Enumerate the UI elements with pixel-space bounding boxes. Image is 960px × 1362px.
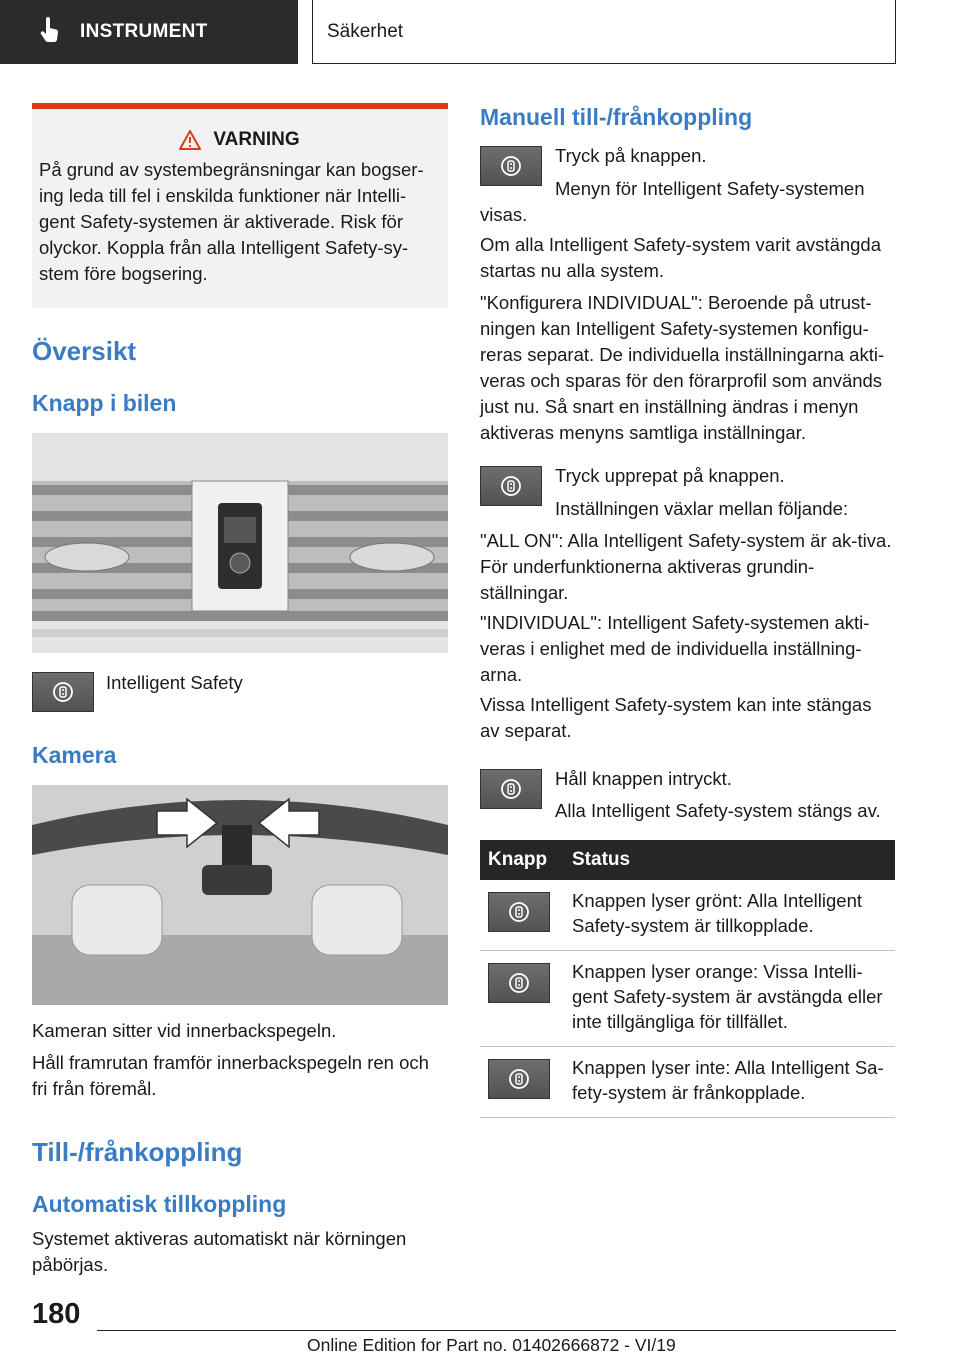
button-green-icon xyxy=(488,892,550,932)
warning-title xyxy=(39,129,440,151)
step2-text-b: Inställningen växlar mellan följande: xyxy=(555,498,849,519)
status-table xyxy=(480,840,895,1118)
button-caption: Intelligent Safety xyxy=(106,672,243,693)
warning-box xyxy=(32,103,448,308)
camera-location-text: Kameran sitter vid innerbackspegeln. xyxy=(32,1020,337,1041)
step3-text-b: Alla Intelligent Safety-system stängs av. xyxy=(555,800,881,821)
page-number: 180 xyxy=(32,1298,81,1330)
table-row xyxy=(480,880,895,951)
heading-overview: Översikt xyxy=(32,336,137,366)
heading-auto-activation: Automatisk tillkoppling xyxy=(32,1191,287,1217)
column-header-status: Status xyxy=(564,840,895,880)
button-off-icon xyxy=(488,1059,550,1099)
heading-button-in-car: Knapp i bilen xyxy=(32,390,177,416)
step3-button-icon xyxy=(480,769,542,809)
button-photo xyxy=(32,433,448,653)
camera-photo xyxy=(32,785,448,1005)
auto-activation-text: Systemet aktiveras automatiskt när körningen påbörjas. xyxy=(32,1228,407,1275)
column-header-button: Knapp xyxy=(480,840,564,880)
paragraph-configure-individual: "Konfigurera INDIVIDUAL": Beroende på utrust-ningen kan Intelligent Safety-systemen konfigu-reras separat. De individuella inställningarna akti-veras och sparas för den förarprofil som används just nu. Så snart en inställning ändras i menyn aktiveras menyns samtliga inställningar. xyxy=(480,292,885,443)
warning-title-text: VARNING xyxy=(213,129,300,150)
status-cell: Knappen lyser grönt: Alla Intelligent Safety-system är tillkopplade. xyxy=(564,880,895,951)
heading-toggle: Till-/frånkoppling xyxy=(32,1137,243,1167)
step3-text-a: Håll knappen intryckt. xyxy=(555,768,732,789)
table-header-row xyxy=(480,840,895,880)
edition-text: Online Edition for Part no. 01402666872 - VI/19 xyxy=(307,1335,676,1355)
table-row xyxy=(480,951,895,1047)
paragraph-all-on: "ALL ON": Alla Intelligent Safety-system är ak-tiva. För underfunktionerna aktiveras grundin-ställningar. xyxy=(480,530,892,603)
paragraph-individual: "INDIVIDUAL": Intelligent Safety-systemen akti-veras i enlighet med de individuella inställning-arna. xyxy=(480,612,870,685)
heading-manual-toggle: Manuell till-/frånkoppling xyxy=(480,104,753,130)
status-cell: Knappen lyser orange: Vissa Intelli-gent Safety-system är avstängda eller inte tillgängliga för tillfället. xyxy=(564,951,895,1047)
hand-pointer-icon xyxy=(40,17,60,48)
section-tab xyxy=(0,0,298,64)
warning-text: På grund av systembegränsningar kan bogser-ing leda till fel i enskilda funktioner när Intelli-gent Safety-systemen är aktiverade. Risk för olyckor. Koppla från alla Intelligent Safety-sy-stem före bogsering. xyxy=(39,159,424,284)
intelligent-safety-button-icon xyxy=(32,672,94,712)
table-row xyxy=(480,1047,895,1118)
footer-divider xyxy=(97,1330,896,1331)
step1-text-b: Menyn för Intelligent Safety-systemen visas. xyxy=(480,178,865,225)
step2-text-a: Tryck upprepat på knappen. xyxy=(555,465,785,486)
warning-triangle-icon xyxy=(179,130,201,150)
paragraph-all-off: Om alla Intelligent Safety-system varit avstängda startas nu alla system. xyxy=(480,234,882,281)
step1-text-a: Tryck på knappen. xyxy=(555,145,707,166)
button-orange-icon xyxy=(488,963,550,1003)
heading-camera: Kamera xyxy=(32,742,117,768)
camera-clean-text: Håll framrutan framför innerbackspegeln ren och fri från föremål. xyxy=(32,1052,429,1099)
chapter-title: Säkerhet xyxy=(312,0,896,64)
status-cell: Knappen lyser inte: Alla Intelligent Sa-fety-system är frånkopplade. xyxy=(564,1047,895,1118)
step2-button-icon xyxy=(480,466,542,506)
paragraph-some-not-separate: Vissa Intelligent Safety-system kan inte stängas av separat. xyxy=(480,694,872,741)
section-label: INSTRUMENT xyxy=(80,21,208,42)
